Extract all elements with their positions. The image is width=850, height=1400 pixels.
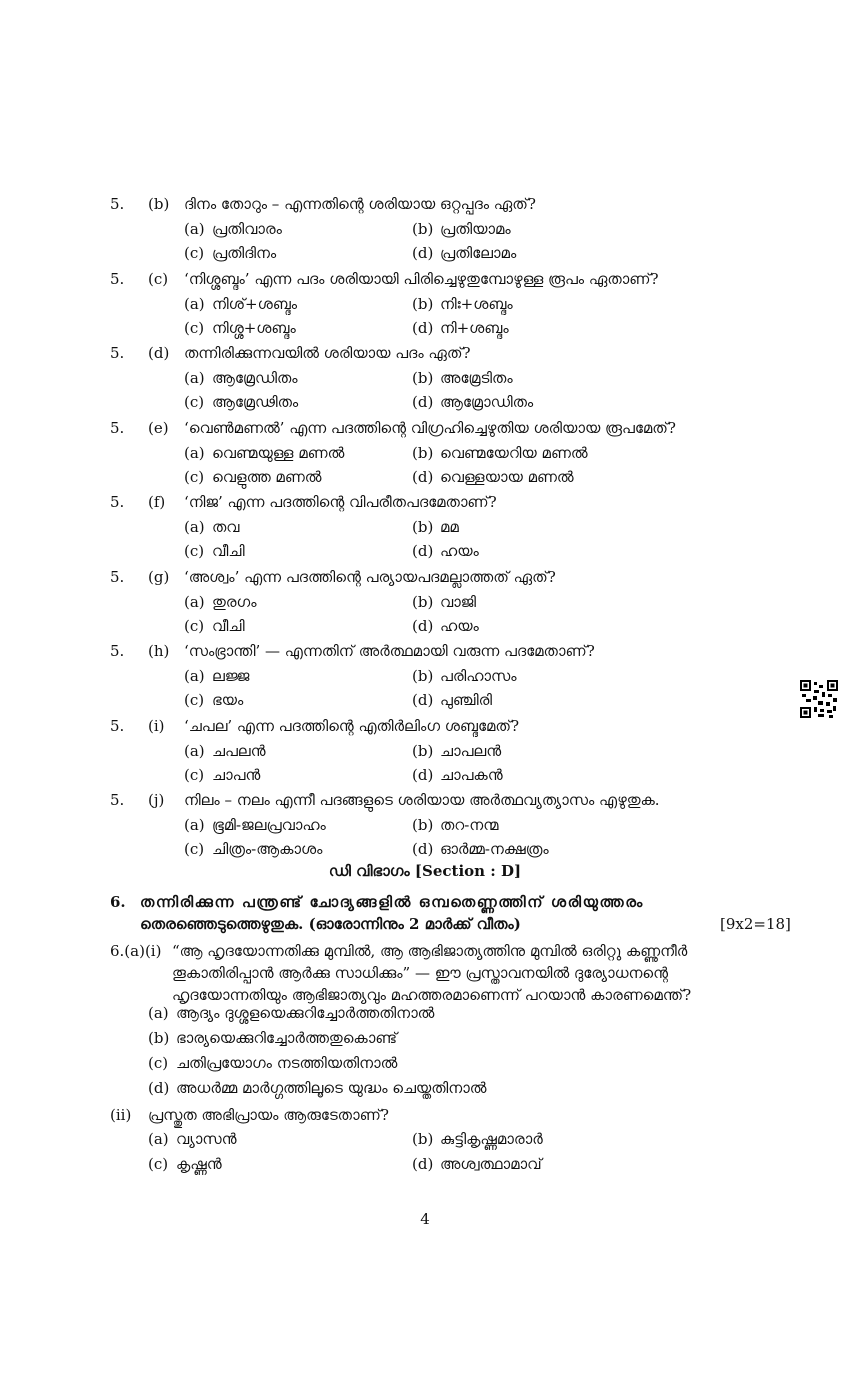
option-label: (d) [412, 616, 434, 635]
answer-option [412, 742, 501, 760]
option-text: വെളുത്ത മണൽ [212, 467, 322, 486]
option-label: (d) [412, 1155, 434, 1173]
answer-option [412, 617, 479, 635]
answer-option [412, 319, 509, 337]
question-number: 6. [110, 893, 126, 911]
answer-option [412, 369, 513, 387]
answer-option [412, 593, 476, 611]
option-text: അമ്രേടിതം [440, 369, 513, 387]
answer-option [148, 1054, 397, 1072]
question-number: 5. [110, 716, 125, 735]
option-label: (b) [412, 1130, 434, 1148]
option-label: (d) [412, 467, 434, 486]
option-text: ചാപൻ [212, 765, 261, 784]
option-text: നിശ്+ശബ്ദം [212, 294, 298, 313]
answer-option [184, 691, 243, 709]
option-label: (d) [412, 840, 434, 858]
marks-allocation: [9x2=18] [720, 915, 791, 933]
question-6ai-line-1: “ആ ഹൃദയോന്നതിക്കു മുമ്പിൽ, ആ ആഭിജാത്യത്തിനു മുമ്പിൽ ഒരിറ്റു കണ്ണുനീർ [172, 942, 688, 960]
question-text: ‘സംഭ്രാന്തി’ — എന്നതിന് അർത്ഥമായി വരുന്ന പദമേതാണ്? [184, 642, 595, 660]
option-text: ആമ്രേഡിതം [212, 369, 298, 387]
question-6ai-line-2: തൂകാതിരിപ്പാൻ ആർക്കു സാധിക്കും” — ഈ പ്രസ്താവനയിൽ ദുര്യോധനന്റെ [172, 964, 669, 982]
option-text: കുട്ടികൃഷ്ണമാരാർ [440, 1130, 543, 1148]
option-text: ചാപകൻ [440, 765, 503, 784]
option-label: (d) [412, 244, 434, 262]
question-sub-label: (i) [148, 716, 165, 735]
answer-option [412, 295, 513, 313]
option-text: നിഃ+ശബ്ദം [440, 294, 513, 313]
option-text: വെള്ളയായ മണൽ [440, 467, 574, 486]
option-text: വ്യാസൻ [176, 1130, 237, 1148]
answer-option [412, 1130, 543, 1148]
option-label: (a) [184, 443, 205, 462]
question-sub-label: (c) [148, 269, 169, 288]
option-label: (c) [184, 393, 205, 411]
qr-code-icon [800, 680, 838, 718]
question-text: ‘ചപല’ എന്ന പദത്തിന്റെ എതിർലിംഗ ശബ്ദമേത്? [184, 716, 520, 735]
option-label: (d) [412, 318, 434, 337]
question-text: ദിനം തോറും – എന്നതിന്റെ ശരിയായ ഒറ്റപ്പദം ഏത്? [184, 195, 536, 213]
answer-option [184, 444, 344, 462]
option-text: കൃഷ്ണൻ [176, 1155, 222, 1173]
section-d-title: ഡി വിഭാഗം [Section : D] [328, 862, 522, 880]
option-text: ഹയം [440, 542, 479, 560]
question-6-line-1: തന്നിരിക്കുന്ന പന്ത്രണ്ട് ചോദ്യങ്ങളിൽ ഒമ്പതെണ്ണത്തിന് ശരിയുത്തരം [140, 893, 644, 911]
option-text: അശ്വത്ഥാമാവ് [440, 1155, 542, 1173]
option-text: അധർമ്മ മാർഗ്ഗത്തിലൂടെ യുദ്ധം ചെയ്തതിനാൽ [176, 1079, 487, 1097]
question-text: ‘വെൺമണൽ’ എന്ന പദത്തിന്റെ വിഗ്രഹിച്ചെഴുതിയ ശരിയായ രൂപമേത്? [184, 418, 676, 437]
option-label: (b) [412, 369, 434, 387]
answer-option [184, 369, 298, 387]
option-label: (c) [184, 467, 205, 486]
question-number: 5. [110, 418, 125, 437]
answer-option [184, 542, 245, 560]
option-text: പുഞ്ചിരി [440, 691, 493, 709]
question-text: ‘നിജ’ എന്ന പദത്തിന്റെ വിപരീതപദമേതാണ്? [184, 493, 497, 511]
option-text: പ്രതിലോമം [440, 244, 517, 262]
answer-option [184, 518, 239, 536]
question-sub-label: (g) [148, 567, 170, 586]
option-label: (d) [412, 691, 434, 709]
option-label: (a) [148, 1130, 169, 1148]
answer-option [184, 593, 256, 611]
answer-option [412, 220, 511, 238]
option-label: (c) [184, 691, 205, 709]
option-label: (c) [148, 1155, 169, 1173]
option-label: (c) [184, 840, 205, 858]
option-text: വാജി [440, 592, 477, 611]
option-label: (b) [412, 518, 434, 536]
option-text: പ്രതിവാരം [212, 220, 282, 238]
option-text: പ്രതിദിനം [212, 244, 277, 262]
answer-option [412, 393, 533, 411]
answer-option [184, 617, 245, 635]
answer-option [148, 1004, 434, 1022]
answer-option [412, 691, 492, 709]
answer-option [184, 295, 297, 313]
option-label: (c) [184, 542, 205, 560]
option-label: (c) [148, 1054, 169, 1072]
answer-option [184, 840, 322, 858]
option-text: വീചി [212, 616, 245, 635]
question-number: 5. [110, 195, 125, 213]
question-sub-label: (b) [148, 195, 170, 213]
option-text: വീചി [212, 542, 245, 560]
option-label: (c) [184, 244, 205, 262]
question-number: 5. [110, 642, 125, 660]
option-text: ആമ്രോഡിതം [440, 393, 534, 411]
answer-option [412, 244, 516, 262]
question-6ai-label: 6.(a)(i) [110, 942, 162, 960]
answer-option [184, 766, 260, 784]
answer-option [412, 766, 503, 784]
option-label: (d) [412, 542, 434, 560]
option-text: ഓർമ്മ-നക്ഷത്രം [440, 840, 549, 858]
option-label: (a) [184, 220, 205, 238]
question-sub-label: (f) [148, 493, 166, 511]
option-label: (a) [184, 592, 205, 611]
option-label: (b) [148, 1029, 170, 1047]
option-label: (a) [148, 1004, 169, 1022]
question-6aii-text: പ്രസ്തുത അഭിപ്രായം ആരുടേതാണ്? [148, 1106, 389, 1124]
answer-option [184, 742, 266, 760]
answer-option [184, 468, 321, 486]
question-6-line-2: തെരഞ്ഞെടുത്തെഴുതുക. (ഓരോന്നിനും 2 മാർക്ക് വീതം) [140, 915, 521, 933]
option-text: തുരഗം [212, 592, 257, 611]
answer-option [412, 816, 498, 834]
answer-option [412, 542, 479, 560]
option-label: (a) [184, 294, 205, 313]
answer-option [412, 840, 549, 858]
option-label: (a) [184, 518, 205, 536]
option-text: ചപലൻ [212, 741, 266, 760]
question-text: ‘നിശ്ശബ്ദം’ എന്ന പദം ശരിയായി പിരിച്ചെഴുതുമ്പോഴുള്ള രൂപം ഏതാണ്? [184, 269, 659, 288]
answer-option [412, 667, 517, 685]
answer-option [148, 1155, 222, 1173]
option-text: ചിത്രം-ആകാശം [212, 840, 323, 858]
option-text: ആദ്യം ദുശ്ശളയെക്കുറിച്ചോർത്തതിനാൽ [176, 1004, 435, 1022]
option-text: ഭൂമി-ജലപ്രവാഹം [212, 816, 326, 834]
question-number: 5. [110, 493, 125, 511]
option-text: നി+ശബ്ദം [440, 318, 509, 337]
option-text: പരിഹാസം [440, 667, 517, 685]
option-text: വെണ്മയേറിയ മണൽ [440, 443, 588, 462]
answer-option [184, 667, 249, 685]
answer-option [148, 1029, 397, 1047]
option-label: (a) [184, 369, 205, 387]
option-label: (b) [412, 220, 434, 238]
answer-option [184, 220, 282, 238]
option-label: (d) [412, 393, 434, 411]
option-text: ഭയം [212, 691, 244, 709]
answer-option [184, 393, 298, 411]
option-text: ഹയം [440, 616, 479, 635]
option-text: മമ [440, 518, 459, 536]
option-label: (a) [184, 667, 205, 685]
question-sub-label: (e) [148, 418, 169, 437]
option-text: തറ-നന്മ [440, 816, 499, 834]
page-number: 4 [420, 1210, 430, 1228]
question-text: ‘അശ്വം’ എന്ന പദത്തിന്റെ പര്യായപദമല്ലാത്തത് ഏത്? [184, 567, 556, 586]
option-label: (c) [184, 616, 205, 635]
option-label: (b) [412, 592, 434, 611]
option-label: (c) [184, 765, 205, 784]
answer-option [412, 468, 574, 486]
question-number: 5. [110, 791, 125, 809]
option-label: (a) [184, 816, 205, 834]
answer-option [412, 1155, 542, 1173]
answer-option [184, 816, 326, 834]
question-text: തന്നിരിക്കുന്നവയിൽ ശരിയായ പദം ഏത്? [184, 344, 471, 362]
answer-option [184, 319, 296, 337]
question-text: നിലം – നലം എന്നീ പദങ്ങളുടെ ശരിയായ അർത്ഥവ്യത്യാസം എഴുതുക. [184, 791, 660, 809]
answer-option [412, 444, 588, 462]
question-number: 5. [110, 344, 125, 362]
option-label: (d) [412, 765, 434, 784]
question-number: 5. [110, 567, 125, 586]
answer-option [184, 244, 276, 262]
option-label: (b) [412, 667, 434, 685]
option-label: (b) [412, 443, 434, 462]
option-label: (b) [412, 294, 434, 313]
option-label: (b) [412, 816, 434, 834]
question-sub-label: (j) [148, 791, 165, 809]
option-label: (b) [412, 741, 434, 760]
option-text: ചതിപ്രയോഗം നടത്തിയതിനാൽ [176, 1054, 398, 1072]
option-text: ആമ്രേഢിതം [212, 393, 299, 411]
option-text: ലജ്ജ [212, 667, 250, 685]
option-text: ചാപലൻ [440, 741, 502, 760]
option-label: (a) [184, 741, 205, 760]
option-label: (d) [148, 1079, 170, 1097]
answer-option [412, 518, 459, 536]
option-text: തവ [212, 518, 240, 536]
question-6ai-line-3: ഹൃദയോന്നതിയും ആഭിജാത്യവും മഹത്തരമാണെന്ന് പറയാൻ കാരണമെന്ത്? [172, 986, 692, 1004]
option-text: നിശ്ശ+ശബ്ദം [212, 318, 296, 337]
option-text: വെണ്മയുള്ള മണൽ [212, 443, 345, 462]
question-6aii-label: (ii) [110, 1106, 132, 1124]
question-sub-label: (d) [148, 344, 170, 362]
question-number: 5. [110, 269, 125, 288]
question-sub-label: (h) [148, 642, 170, 660]
option-label: (c) [184, 318, 205, 337]
answer-option [148, 1130, 237, 1148]
option-text: ഭാര്യയെക്കുറിച്ചോർത്തതുകൊണ്ട് [176, 1029, 397, 1047]
option-text: പ്രതിയാമം [440, 220, 511, 238]
answer-option [148, 1079, 486, 1097]
